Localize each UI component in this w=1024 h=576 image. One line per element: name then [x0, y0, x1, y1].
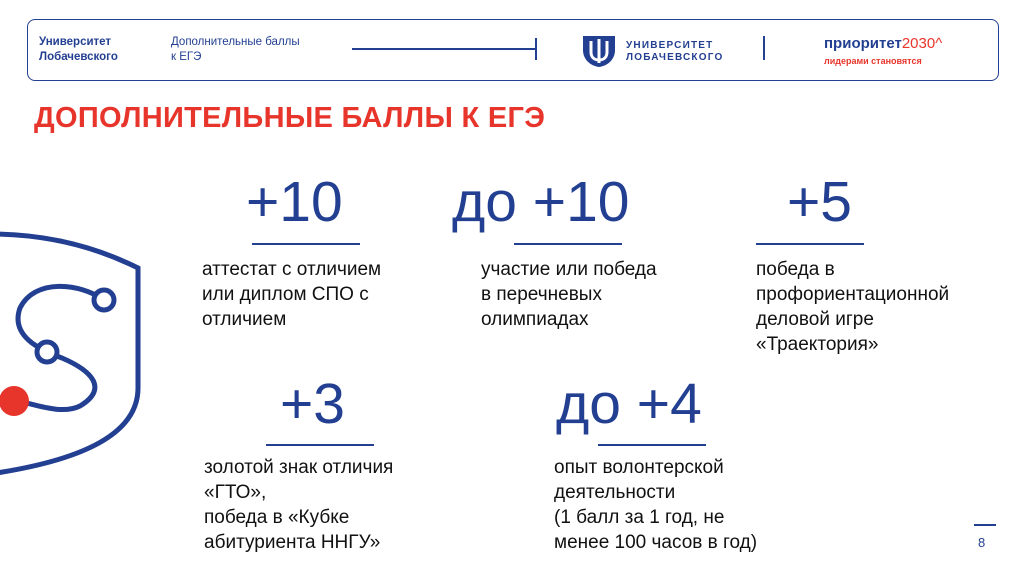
points-underline [756, 243, 864, 245]
points-value: до +4 [556, 372, 702, 436]
points-description: опыт волонтерской деятельности (1 балл за 1 год, не менее 100 часов в год) [554, 457, 758, 553]
header-section-title: Дополнительные баллы к ЕГЭ [171, 36, 300, 63]
priority-year: 2030^ [901, 35, 943, 52]
points-description: золотой знак отличия «ГТО», победа в «Кубке абитуриента ННГУ» [204, 457, 394, 553]
shield-s-decoration-icon [0, 228, 160, 478]
points-underline [514, 243, 622, 245]
header-bar [27, 19, 999, 81]
header-divider-tick [535, 38, 537, 60]
points-value: +5 [787, 170, 852, 234]
priority-slogan: лидерами становятся [824, 56, 922, 66]
university-logo-icon [581, 34, 617, 68]
points-underline [266, 444, 374, 446]
points-underline [252, 243, 360, 245]
page-number-line [974, 524, 996, 526]
points-value: +3 [280, 372, 345, 436]
points-description: победа в профориентационной деловой игре «Траектория» [756, 259, 950, 355]
points-value: +10 [246, 170, 343, 234]
priority-2030-logo [824, 36, 942, 52]
header-university-name: Университет Лобачевского [39, 36, 118, 63]
points-underline [598, 444, 706, 446]
header-divider-line [352, 48, 536, 50]
points-value: до +10 [452, 170, 630, 234]
page-title: ДОПОЛНИТЕЛЬНЫЕ БАЛЛЫ К ЕГЭ [34, 102, 546, 134]
points-description: участие или победа в перечневых олимпиадах [481, 259, 657, 330]
priority-word: приоритет [824, 35, 902, 52]
university-logo-text: УНИВЕРСИТЕТ ЛОБАЧЕВСКОГО [626, 40, 724, 63]
page-number: 8 [978, 535, 986, 550]
header-separator [763, 36, 765, 60]
points-description: аттестат с отличием или диплом СПО с отличием [202, 259, 382, 330]
